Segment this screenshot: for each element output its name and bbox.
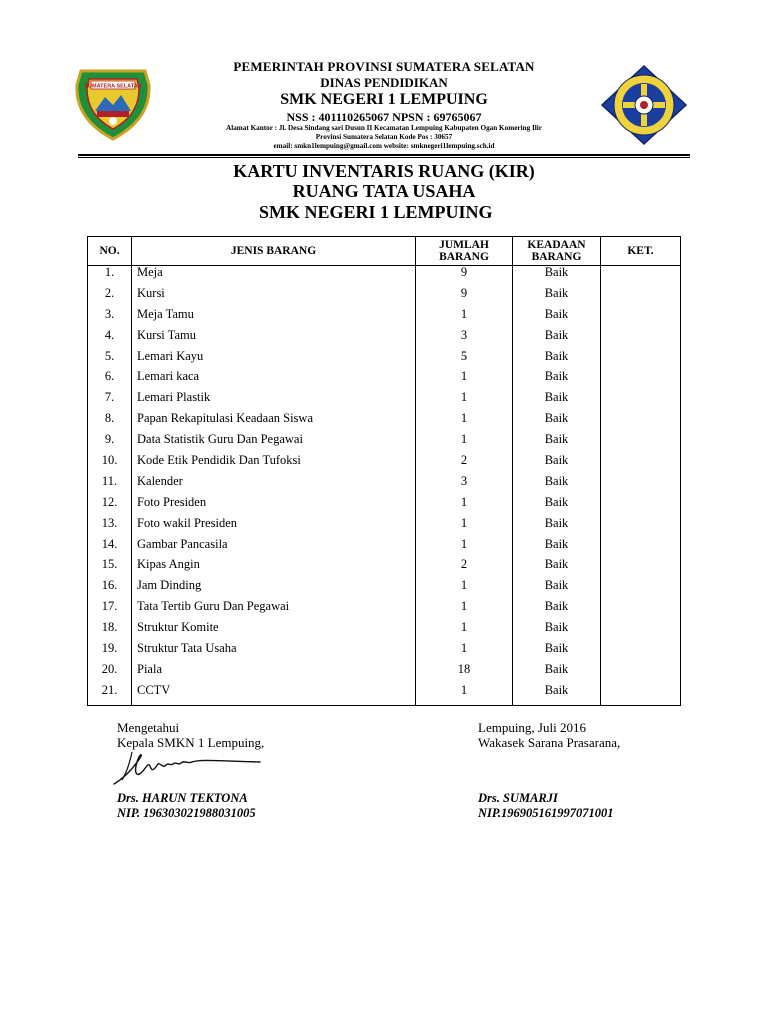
header-ket: KET. bbox=[601, 237, 681, 266]
row-quantity: 1 bbox=[416, 391, 513, 412]
sign-left-nip: NIP. 196303021988031005 bbox=[117, 806, 256, 820]
row-condition: Baik bbox=[513, 558, 601, 579]
header-jumlah: JUMLAH BARANG bbox=[416, 237, 513, 266]
table-row bbox=[88, 475, 681, 496]
row-quantity: 9 bbox=[416, 287, 513, 308]
row-no: 11. bbox=[88, 475, 132, 496]
letterhead-rule-thick bbox=[78, 154, 690, 156]
letterhead-postal: Provinsi Sumatera Selatan Kode Pos : 30657 bbox=[315, 133, 453, 141]
row-condition: Baik bbox=[513, 391, 601, 412]
table-row bbox=[88, 642, 681, 663]
row-condition: Baik bbox=[513, 684, 601, 705]
table-row bbox=[88, 391, 681, 412]
row-item-name: Meja bbox=[132, 266, 416, 287]
row-quantity: 1 bbox=[416, 308, 513, 329]
row-remarks bbox=[601, 370, 681, 391]
row-item-name: Data Statistik Guru Dan Pegawai bbox=[132, 433, 416, 454]
svg-text:SUMATERA SELATAN: SUMATERA SELATAN bbox=[84, 83, 142, 90]
table-header-row bbox=[88, 237, 681, 266]
row-item-name: Papan Rekapitulasi Keadaan Siswa bbox=[132, 412, 416, 433]
sign-left-position: Kepala SMKN 1 Lempuing, bbox=[117, 735, 265, 750]
row-item-name: Lemari Kayu bbox=[132, 350, 416, 371]
row-remarks bbox=[601, 391, 681, 412]
row-no: 4. bbox=[88, 329, 132, 350]
header-jenis: JENIS BARANG bbox=[132, 237, 416, 266]
row-no: 1. bbox=[88, 266, 132, 287]
row-item-name: Piala bbox=[132, 663, 416, 684]
row-condition: Baik bbox=[513, 287, 601, 308]
row-item-name: Tata Tertib Guru Dan Pegawai bbox=[132, 600, 416, 621]
sign-right-nip: NIP.196905161997071001 bbox=[478, 806, 614, 820]
row-no: 2. bbox=[88, 287, 132, 308]
row-quantity: 5 bbox=[416, 350, 513, 371]
table-row bbox=[88, 579, 681, 600]
row-remarks bbox=[601, 475, 681, 496]
row-quantity: 1 bbox=[416, 642, 513, 663]
row-condition: Baik bbox=[513, 412, 601, 433]
row-remarks bbox=[601, 538, 681, 559]
row-item-name: Foto wakil Presiden bbox=[132, 517, 416, 538]
row-remarks bbox=[601, 621, 681, 642]
table-row bbox=[88, 600, 681, 621]
row-condition: Baik bbox=[513, 621, 601, 642]
row-item-name: Kode Etik Pendidik Dan Tufoksi bbox=[132, 454, 416, 475]
table-row bbox=[88, 517, 681, 538]
row-quantity: 9 bbox=[416, 266, 513, 287]
row-no: 8. bbox=[88, 412, 132, 433]
row-condition: Baik bbox=[513, 308, 601, 329]
row-no: 15. bbox=[88, 558, 132, 579]
row-no: 17. bbox=[88, 600, 132, 621]
row-remarks bbox=[601, 287, 681, 308]
table-row bbox=[88, 433, 681, 454]
row-no: 14. bbox=[88, 538, 132, 559]
table-row bbox=[88, 370, 681, 391]
row-condition: Baik bbox=[513, 579, 601, 600]
row-item-name: Kalender bbox=[132, 475, 416, 496]
letterhead-school-name: SMK NEGERI 1 LEMPUING bbox=[280, 91, 488, 108]
row-item-name: Kursi bbox=[132, 287, 416, 308]
row-remarks bbox=[601, 454, 681, 475]
table-row bbox=[88, 266, 681, 287]
sign-left-label: Mengetahui bbox=[117, 720, 180, 735]
row-condition: Baik bbox=[513, 475, 601, 496]
row-no: 20. bbox=[88, 663, 132, 684]
school-title: SMK NEGERI 1 LEMPUING bbox=[259, 202, 493, 222]
row-item-name: Gambar Pancasila bbox=[132, 538, 416, 559]
row-quantity: 3 bbox=[416, 329, 513, 350]
letterhead-address: Alamat Kantor : Jl. Desa Sindang sari Dusun II Kecamatan Lempuing Kabupaten Ogan Komering Ilir bbox=[226, 124, 542, 132]
row-quantity: 1 bbox=[416, 600, 513, 621]
row-item-name: Kursi Tamu bbox=[132, 329, 416, 350]
row-remarks bbox=[601, 412, 681, 433]
table-row bbox=[88, 308, 681, 329]
row-item-name: Lemari Plastik bbox=[132, 391, 416, 412]
row-condition: Baik bbox=[513, 538, 601, 559]
row-remarks bbox=[601, 308, 681, 329]
row-condition: Baik bbox=[513, 517, 601, 538]
row-quantity: 1 bbox=[416, 538, 513, 559]
row-remarks bbox=[601, 266, 681, 287]
row-condition: Baik bbox=[513, 642, 601, 663]
row-no: 21. bbox=[88, 684, 132, 705]
row-remarks bbox=[601, 350, 681, 371]
table-row bbox=[88, 663, 681, 684]
letterhead-nss-npsn: NSS : 401110265067 NPSN : 69765067 bbox=[286, 110, 482, 124]
row-no: 12. bbox=[88, 496, 132, 517]
row-quantity: 1 bbox=[416, 412, 513, 433]
table-row bbox=[88, 621, 681, 642]
row-no: 5. bbox=[88, 350, 132, 371]
row-remarks bbox=[601, 600, 681, 621]
row-remarks bbox=[601, 663, 681, 684]
row-item-name: Lemari kaca bbox=[132, 370, 416, 391]
row-item-name: Struktur Tata Usaha bbox=[132, 642, 416, 663]
row-condition: Baik bbox=[513, 496, 601, 517]
row-remarks bbox=[601, 496, 681, 517]
row-item-name: Struktur Komite bbox=[132, 621, 416, 642]
table-row bbox=[88, 329, 681, 350]
table-row bbox=[88, 558, 681, 579]
row-no: 19. bbox=[88, 642, 132, 663]
row-no: 13. bbox=[88, 517, 132, 538]
handwritten-signature bbox=[110, 748, 270, 790]
row-no: 7. bbox=[88, 391, 132, 412]
row-no: 18. bbox=[88, 621, 132, 642]
letterhead-government: PEMERINTAH PROVINSI SUMATERA SELATAN bbox=[233, 59, 535, 74]
sign-right-place-date: Lempuing, Juli 2016 bbox=[478, 720, 586, 735]
table-row bbox=[88, 412, 681, 433]
row-remarks bbox=[601, 433, 681, 454]
letterhead-department: DINAS PENDIDIKAN bbox=[320, 75, 448, 90]
row-quantity: 1 bbox=[416, 579, 513, 600]
table-row bbox=[88, 350, 681, 371]
row-item-name: Jam Dinding bbox=[132, 579, 416, 600]
room-title: RUANG TATA USAHA bbox=[292, 181, 476, 201]
row-no: 9. bbox=[88, 433, 132, 454]
row-condition: Baik bbox=[513, 433, 601, 454]
row-no: 10. bbox=[88, 454, 132, 475]
row-quantity: 1 bbox=[416, 433, 513, 454]
table-row bbox=[88, 287, 681, 308]
row-quantity: 1 bbox=[416, 496, 513, 517]
row-condition: Baik bbox=[513, 350, 601, 371]
row-no: 6. bbox=[88, 370, 132, 391]
row-remarks bbox=[601, 517, 681, 538]
row-remarks bbox=[601, 642, 681, 663]
row-condition: Baik bbox=[513, 663, 601, 684]
sign-left-name: Drs. HARUN TEKTONA bbox=[117, 791, 248, 805]
row-remarks bbox=[601, 558, 681, 579]
table-row bbox=[88, 496, 681, 517]
sign-right-position: Wakasek Sarana Prasarana, bbox=[478, 735, 621, 750]
row-remarks bbox=[601, 684, 681, 705]
row-quantity: 1 bbox=[416, 684, 513, 705]
row-condition: Baik bbox=[513, 454, 601, 475]
row-item-name: CCTV bbox=[132, 684, 416, 705]
table-row bbox=[88, 538, 681, 559]
sign-right-name: Drs. SUMARJI bbox=[478, 791, 558, 805]
inventory-table bbox=[87, 236, 681, 706]
letterhead-rule-thin bbox=[78, 157, 690, 158]
row-quantity: 1 bbox=[416, 621, 513, 642]
row-no: 16. bbox=[88, 579, 132, 600]
row-no: 3. bbox=[88, 308, 132, 329]
row-item-name: Meja Tamu bbox=[132, 308, 416, 329]
row-remarks bbox=[601, 579, 681, 600]
row-remarks bbox=[601, 329, 681, 350]
row-condition: Baik bbox=[513, 329, 601, 350]
row-quantity: 2 bbox=[416, 558, 513, 579]
table-body bbox=[88, 266, 681, 706]
row-item-name: Foto Presiden bbox=[132, 496, 416, 517]
header-no: NO. bbox=[88, 237, 132, 266]
row-condition: Baik bbox=[513, 370, 601, 391]
row-quantity: 2 bbox=[416, 454, 513, 475]
table-row bbox=[88, 684, 681, 705]
letterhead-contact: email: smkn1lempuing@gmail.com website: smknegeri1lempuing.sch.id bbox=[273, 142, 495, 150]
header-keadaan: KEADAAN BARANG bbox=[513, 237, 601, 266]
row-quantity: 1 bbox=[416, 517, 513, 538]
row-quantity: 1 bbox=[416, 370, 513, 391]
table-row bbox=[88, 454, 681, 475]
row-item-name: Kipas Angin bbox=[132, 558, 416, 579]
document-title: KARTU INVENTARIS RUANG (KIR) bbox=[233, 161, 535, 181]
row-condition: Baik bbox=[513, 266, 601, 287]
row-quantity: 3 bbox=[416, 475, 513, 496]
row-quantity: 18 bbox=[416, 663, 513, 684]
row-condition: Baik bbox=[513, 600, 601, 621]
